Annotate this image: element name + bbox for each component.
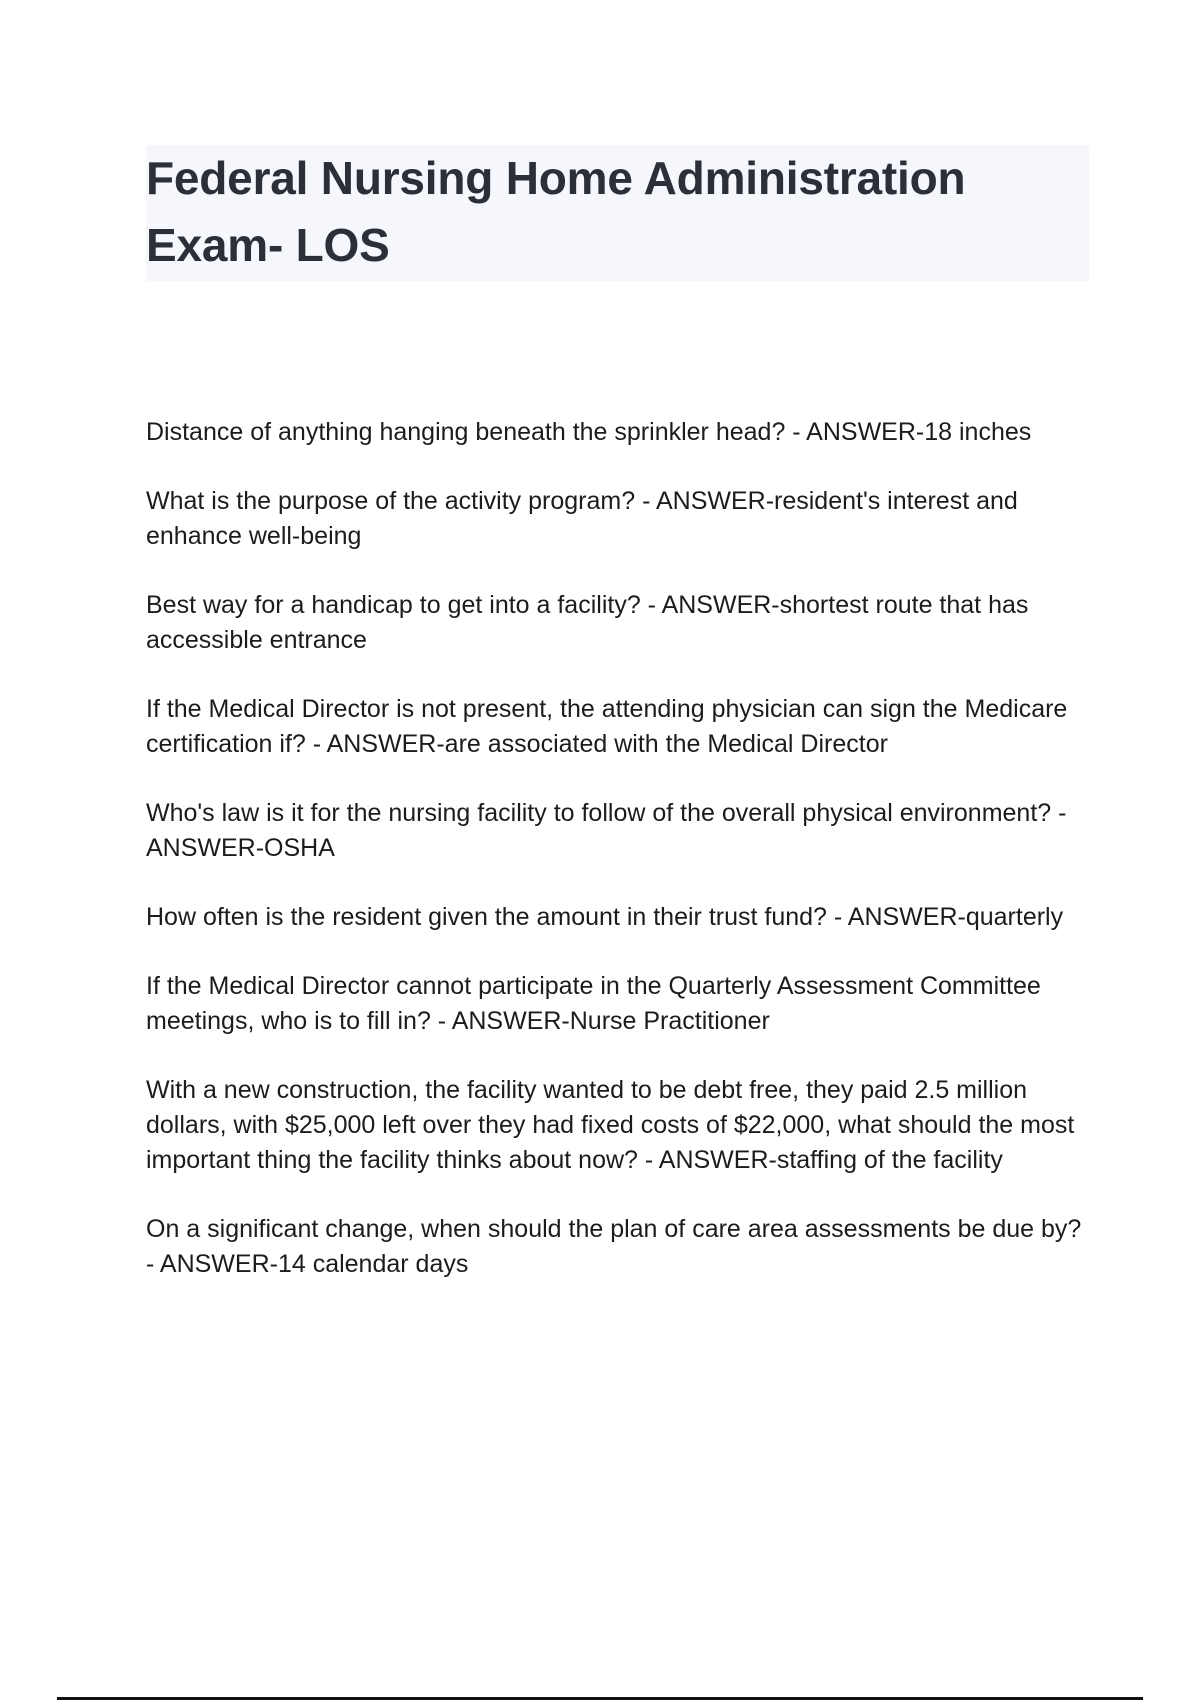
qa-item: If the Medical Director is not present, the attending physician can sign the Medicare certification if? - ANSWER-are associated with the Medical Director bbox=[146, 695, 1068, 758]
qa-item: Who's law is it for the nursing facility to follow of the overall physical environment? - ANSWER-OSHA bbox=[146, 799, 1067, 862]
qa-item: With a new construction, the facility wanted to be debt free, they paid 2.5 million dollars, with $25,000 left over they had fixed costs of $22,000, what should the most important thing the facility thinks about now? - ANSWER-staffing of the facility bbox=[146, 1076, 1075, 1174]
qa-item: On a significant change, when should the plan of care area assessments be due by? - ANSWER-14 calendar days bbox=[146, 1215, 1082, 1278]
qa-item: Best way for a handicap to get into a facility? - ANSWER-shortest route that has accessible entrance bbox=[146, 591, 1029, 654]
qa-item: Distance of anything hanging beneath the sprinkler head? - ANSWER-18 inches bbox=[146, 418, 1032, 446]
document-title: Federal Nursing Home Administration Exam- LOS bbox=[146, 152, 966, 271]
qa-item: How often is the resident given the amount in their trust fund? - ANSWER-quarterly bbox=[146, 903, 1064, 931]
qa-item: What is the purpose of the activity program? - ANSWER-resident's interest and enhance well-being bbox=[146, 487, 1018, 550]
qa-item: If the Medical Director cannot participate in the Quarterly Assessment Committee meetings, who is to fill in? - ANSWER-Nurse Practitioner bbox=[146, 972, 1041, 1035]
question-answer-list bbox=[146, 415, 1096, 1316]
title-banner bbox=[146, 145, 1089, 281]
